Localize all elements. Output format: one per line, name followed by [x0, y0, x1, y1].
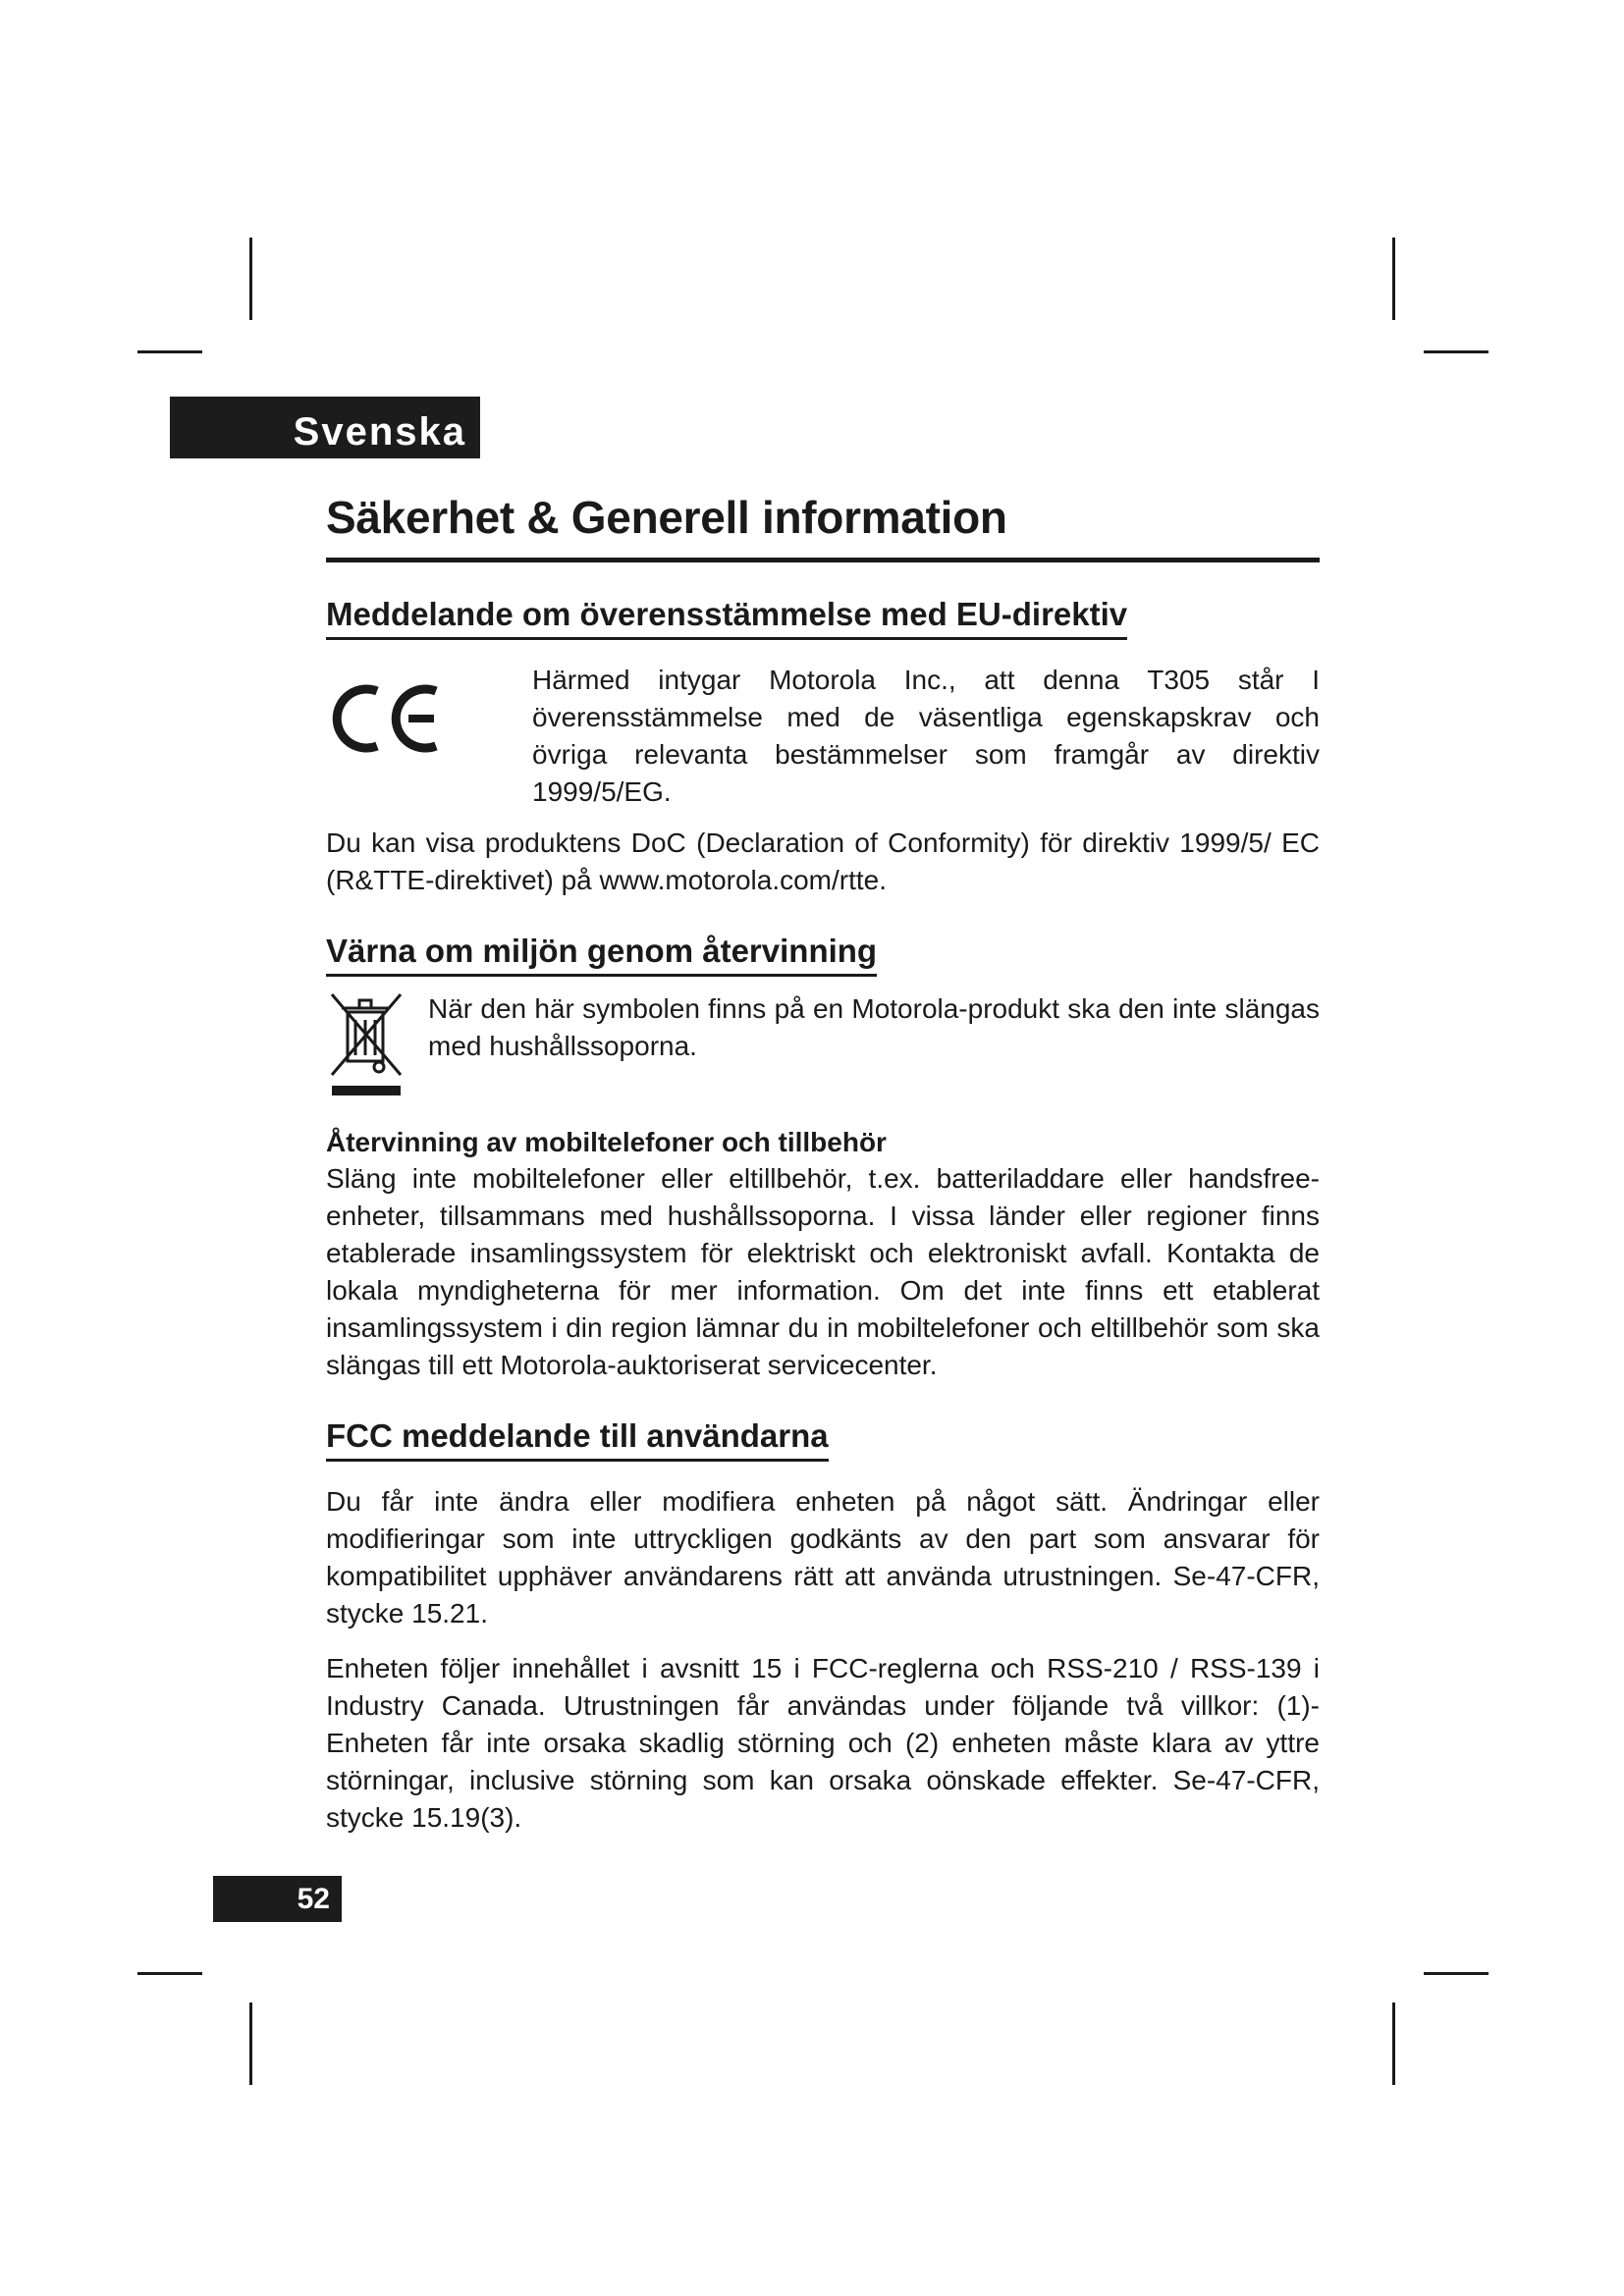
recycling-section — [326, 933, 1320, 1384]
crop-mark-bottom-right-vertical — [1392, 2002, 1395, 2085]
crop-mark-bottom-left-horizontal — [137, 1972, 202, 1975]
weee-row — [326, 990, 1320, 1103]
doc-note-text: Du kan visa produktens DoC (Declaration of Conformity) för direktiv 1999/5/ EC (R&TTE-direktivet) på www.motorola.com/rtte. — [326, 828, 1320, 895]
crop-mark-top-left-horizontal — [137, 350, 202, 353]
eu-section — [326, 596, 1320, 899]
crop-mark-top-right-vertical — [1392, 238, 1395, 320]
language-tab-label: Svenska — [293, 410, 466, 454]
fcc-paragraph-1: Du får inte ändra eller modifiera enheten på något sätt. Ändringar eller modifieringar som inte uttryckligen godkänts av den part som ansvarar för kompatibilitet upphäver användarens rätt att använda utrustningen. Se-47-CFR, stycke 15.21. — [326, 1486, 1320, 1629]
page-title: Säkerhet & Generell information — [326, 491, 1320, 562]
ce-mark-icon — [326, 662, 532, 811]
eu-section-heading: Meddelande om överensstämmelse med EU-direktiv — [326, 596, 1127, 640]
crossed-out-wheeled-bin-icon — [326, 990, 428, 1103]
language-tab — [170, 397, 480, 458]
fcc-paragraph-2: Enheten följer innehållet i avsnitt 15 i FCC-reglerna och RSS-210 / RSS-139 i Industry Canada. Utrustningen får användas under följande två villkor: (1)-Enheten får inte orsaka skadlig störning och (2) enheten måste klara av yttre störningar, inclusive störning som kan orsaka oönskade effekter. Se-47-CFR, stycke 15.19(3). — [326, 1653, 1320, 1833]
page-number-badge — [213, 1876, 342, 1922]
weee-text: När den här symbolen finns på en Motorola-produkt ska den inte slängas med hushållssoporna. — [428, 993, 1320, 1061]
recycling-subheading: Återvinning av mobiltelefoner och tillbehör — [326, 1127, 887, 1157]
ce-statement-text: Härmed intygar Motorola Inc., att denna T305 står I överensstämmelse med de väsentliga egenskapskrav och övriga relevanta bestämmelser som framgår av direktiv 1999/5/EG. — [532, 665, 1320, 807]
recycling-subsection — [326, 1125, 1320, 1384]
crop-mark-top-left-vertical — [249, 238, 252, 320]
ce-statement-row — [326, 662, 1320, 811]
page-content — [326, 491, 1320, 1837]
crop-mark-bottom-right-horizontal — [1424, 1972, 1489, 1975]
crop-mark-top-right-horizontal — [1424, 350, 1489, 353]
fcc-section — [326, 1417, 1320, 1837]
recycling-section-heading: Värna om miljön genom återvinning — [326, 933, 877, 977]
crop-mark-bottom-left-vertical — [249, 2002, 252, 2085]
fcc-section-heading: FCC meddelande till användarna — [326, 1417, 829, 1462]
page-number: 52 — [297, 1882, 330, 1915]
recycling-body-text: Släng inte mobiltelefoner eller eltillbehör, t.ex. batteriladdare eller handsfree-enheter, tillsammans med hushållssoporna. I vissa länder eller regioner finns etablerade insamlingssystem för elektriskt och elektroniskt avfall. Kontakta de lokala myndigheterna för mer information. Om det inte finns ett etablerat insamlingssystem i din region lämnar du in mobiltelefoner och eltillbehör som ska slängas till ett Motorola-auktoriserat servicecenter. — [326, 1163, 1320, 1380]
